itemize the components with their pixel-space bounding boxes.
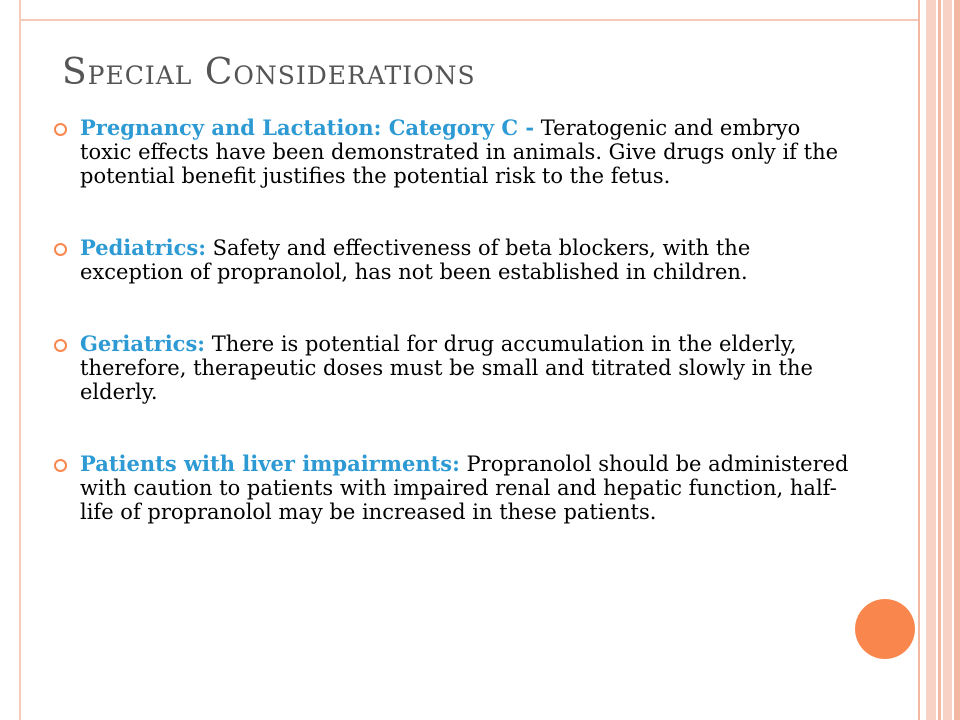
left-frame [0, 0, 28, 720]
bullet-icon [54, 123, 67, 136]
item-text: Propranolol should be administered with caution to patients with impaired renal and hepatic function, half-life of propranolol may be increased in these patients. [80, 452, 849, 524]
item-label: Pregnancy and Lactation: Category C - [80, 115, 535, 140]
bullet-icon [54, 243, 67, 256]
top-frame-line [19, 19, 919, 21]
item-label: Pediatrics: [80, 235, 206, 260]
list-item-pregnancy [54, 116, 854, 188]
item-text: Teratogenic and embryo toxic effects have been demonstrated in animals. Give drugs only if the potential benefit justifies the potential risk to the fetus. [80, 116, 839, 188]
list-item-pediatrics [54, 236, 854, 284]
item-text: Safety and effectiveness of beta blockers, with the exception of propranolol, has not been established in children. [80, 236, 751, 284]
item-label: Patients with liver impairments: [80, 451, 460, 476]
list-item-geriatrics [54, 332, 854, 404]
considerations-list [54, 116, 854, 572]
slide-title: Special Considerations [62, 52, 476, 93]
left-frame-line [19, 0, 21, 720]
stripe [926, 0, 936, 720]
item-label: Geriatrics: [80, 331, 206, 356]
item-text: There is potential for drug accumulation in the elderly, therefore, therapeutic doses must be small and titrated slowly in the elderly. [80, 332, 813, 404]
list-item-liver [54, 452, 854, 524]
decorative-circle [855, 599, 915, 659]
stripe [954, 0, 960, 720]
stripe [938, 0, 941, 720]
right-decorative-stripes [918, 0, 960, 720]
bullet-icon [54, 459, 67, 472]
stripe [943, 0, 952, 720]
stripe [918, 0, 920, 720]
bullet-icon [54, 339, 67, 352]
